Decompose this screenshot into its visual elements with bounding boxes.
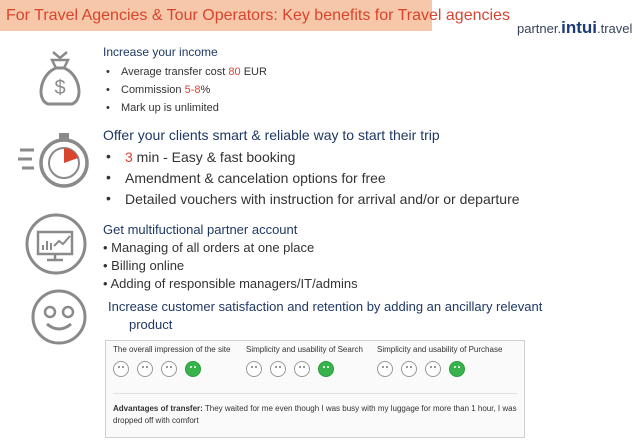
rating-face-selected-icon[interactable] [318,361,334,377]
analytics-icon [24,212,88,276]
advantages-comment: Advantages of transfer: They waited for me even though I was busy with my luggage for more than 1 hour, I was dropped off with comfort [113,404,517,425]
rating-face-icon[interactable] [113,361,129,377]
list-item: • Average transfer cost 80 EUR [103,63,267,81]
rating-face-icon[interactable] [161,361,177,377]
list-item: • 3 min - Easy & fast booking [103,147,520,168]
list-item: • Amendment & cancelation options for free [103,168,520,189]
section-heading: Increase your income [103,45,218,59]
list-item: • Commission 5-8% [103,81,267,99]
list-item: • Mark up is unlimited [103,99,267,117]
section-smart-trip [103,126,520,210]
section-heading: Get multifuctional partner account [103,222,298,237]
page-title: For Travel Agencies & Tour Operators: Key benefits for Travel agencies [0,0,432,31]
list-item: • Detailed vouchers with instruction for arrival and/or or departure [103,189,520,210]
list-item: • Managing of all orders at one place [103,239,358,257]
rating-face-icon[interactable] [270,361,286,377]
stopwatch-icon [18,130,90,190]
rating-face-icon[interactable] [377,361,393,377]
survey-question: Simplicity and usability of Search [246,345,363,354]
smiley-icon [30,288,88,346]
survey-question: Simplicity and usability of Purchase [377,345,503,354]
rating-faces [377,361,465,377]
rating-face-icon[interactable] [425,361,441,377]
rating-face-icon[interactable] [246,361,262,377]
section-partner-account [103,221,358,293]
section-customer-satisfaction [108,298,542,334]
section-heading-continued: product [129,317,173,332]
feedback-survey [105,340,525,438]
section-heading: Offer your clients smart & reliable way to start their trip [103,127,440,143]
list-item: • Adding of responsible managers/IT/admins [103,275,358,293]
rating-face-icon[interactable] [294,361,310,377]
survey-question: The overall impression of the site [113,345,231,354]
section-increase-income [103,44,267,117]
rating-face-icon[interactable] [401,361,417,377]
rating-faces [113,361,201,377]
partner-intui-logo: partner.intui.travel [517,18,633,37]
svg-text:$: $ [54,77,66,99]
rating-face-icon[interactable] [137,361,153,377]
rating-face-selected-icon[interactable] [449,361,465,377]
section-heading: Increase customer satisfaction and retention by adding an ancillary relevant [108,299,543,314]
divider [113,393,517,394]
money-bag-icon [30,42,90,108]
list-item: • Billing online [103,257,358,275]
rating-faces [246,361,334,377]
rating-face-selected-icon[interactable] [185,361,201,377]
